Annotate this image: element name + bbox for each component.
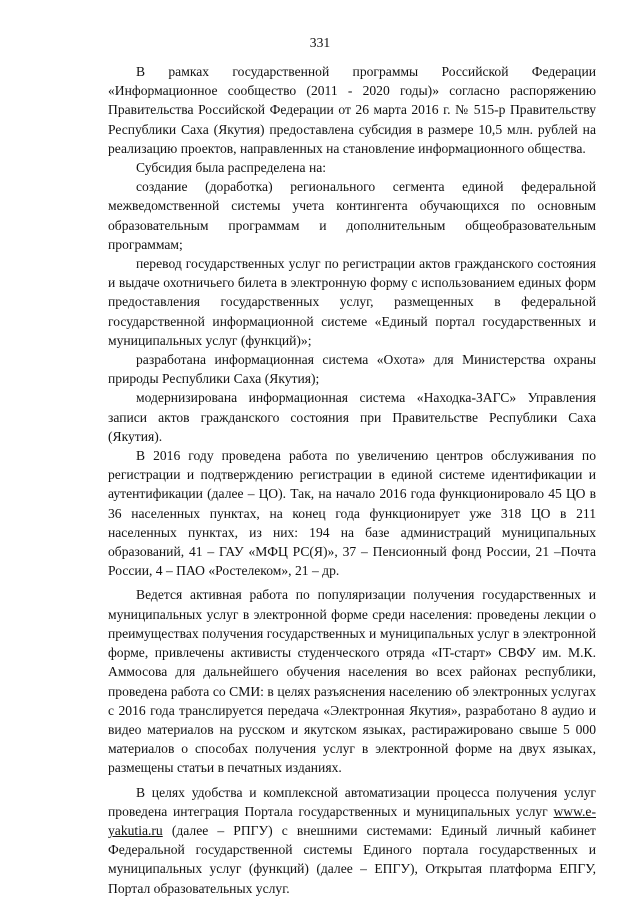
portal-integration-text-start: В целях удобства и комплексной автоматизации процесса получения услуг проведена интеграция Портала государственных и муниципальных услуг bbox=[108, 784, 596, 819]
e-yakutia-link[interactable]: www.e-yakutia.ru bbox=[108, 803, 596, 838]
paragraph-portal-integration bbox=[108, 783, 596, 898]
paragraph-subsidy-distribution: Субсидия была распределена на: bbox=[136, 160, 327, 176]
document-body bbox=[108, 62, 596, 898]
portal-integration-text-end: (далее – РПГУ) с внешними системами: Единый личный кабинет Федеральной государственной системы Единого портала государственных и муниципальных услуг (функций) (далее – ЕПГУ), Открытая платформа ЕПГУ, Портал образовательных услуг. bbox=[108, 822, 596, 896]
paragraph-okhota-system: разработана информационная система «Охота» для Министерства охраны природы Республики Саха (Якутия); bbox=[108, 352, 596, 387]
paragraph-program-subsidy: В рамках государственной программы Российской Федерации «Информационное сообщество (2011 - 2020 годы)» согласно распоряжению Правительства Российской Федерации от 26 марта 2016 г. № 515-р Правительству Республики Саха (Якутия) предоставлена субсидия в размере 10,5 млн. рублей на реализацию проектов, направленных на становление информационного общества. bbox=[108, 64, 596, 156]
paragraph-service-centers: В 2016 году проведена работа по увеличению центров обслуживания по регистрации и подтверждению регистрации в единой системе идентификации и аутентификации (далее – ЦО). Так, на начало 2016 года функционировало 45 ЦО в 36 населенных пунктах, на конец года функционирует уже 318 ЦО в 211 населенных пунктах, из них: 194 на базе администраций муниципальных образований, 41 – ГАУ «МФЦ РС(Я)», 37 – Пенсионный фонд России, 21 –Почта России, 4 – ПАО «Ростелеком», 21 – др. bbox=[108, 448, 596, 579]
paragraph-nakhodka-zags: модернизирована информационная система «Находка-ЗАГС» Управления записи актов гражданского состояния при Правительстве Республики Саха (Якутия). bbox=[108, 390, 596, 444]
page-number: 331 bbox=[309, 35, 331, 50]
paragraph-popularization: Ведется активная работа по популяризации получения государственных и муниципальных услуг в электронной форме среди населения: проведены лекции о преимуществах получения государственных и муниципальных услуг в электронной форме, привлечены активисты студенческого отряда «IT-старт» СВФУ им. М.К. Аммосова для дальнейшего обучения населения во всех районах республики, проведена работа со СМИ: в целях разъяснения населению об электронных услугах с 2016 года транслируется передача «Электронная Якутия», разработано 8 аудио и видео материалов на русском и якутском языках, растиражировано свыше 5 000 материалов о способах получения услуг в электронной форме на двух языках, размещены статьи в печатных изданиях. bbox=[108, 587, 596, 776]
paragraph-civil-registration-services: перевод государственных услуг по регистрации актов гражданского состояния и выдаче охотничьего билета в электронную форму с использованием единых форм предоставления государственных услуг, размещенных в федеральной государственной информационной системе «Единый портал государственных и муниципальных услуг (функций)»; bbox=[108, 256, 596, 348]
paragraph-contingent-system: создание (доработка) регионального сегмента единой федеральной межведомственной системы учета контингента обучающихся по основным образовательным программам и дополнительным общеобразовательным программам; bbox=[108, 179, 596, 252]
